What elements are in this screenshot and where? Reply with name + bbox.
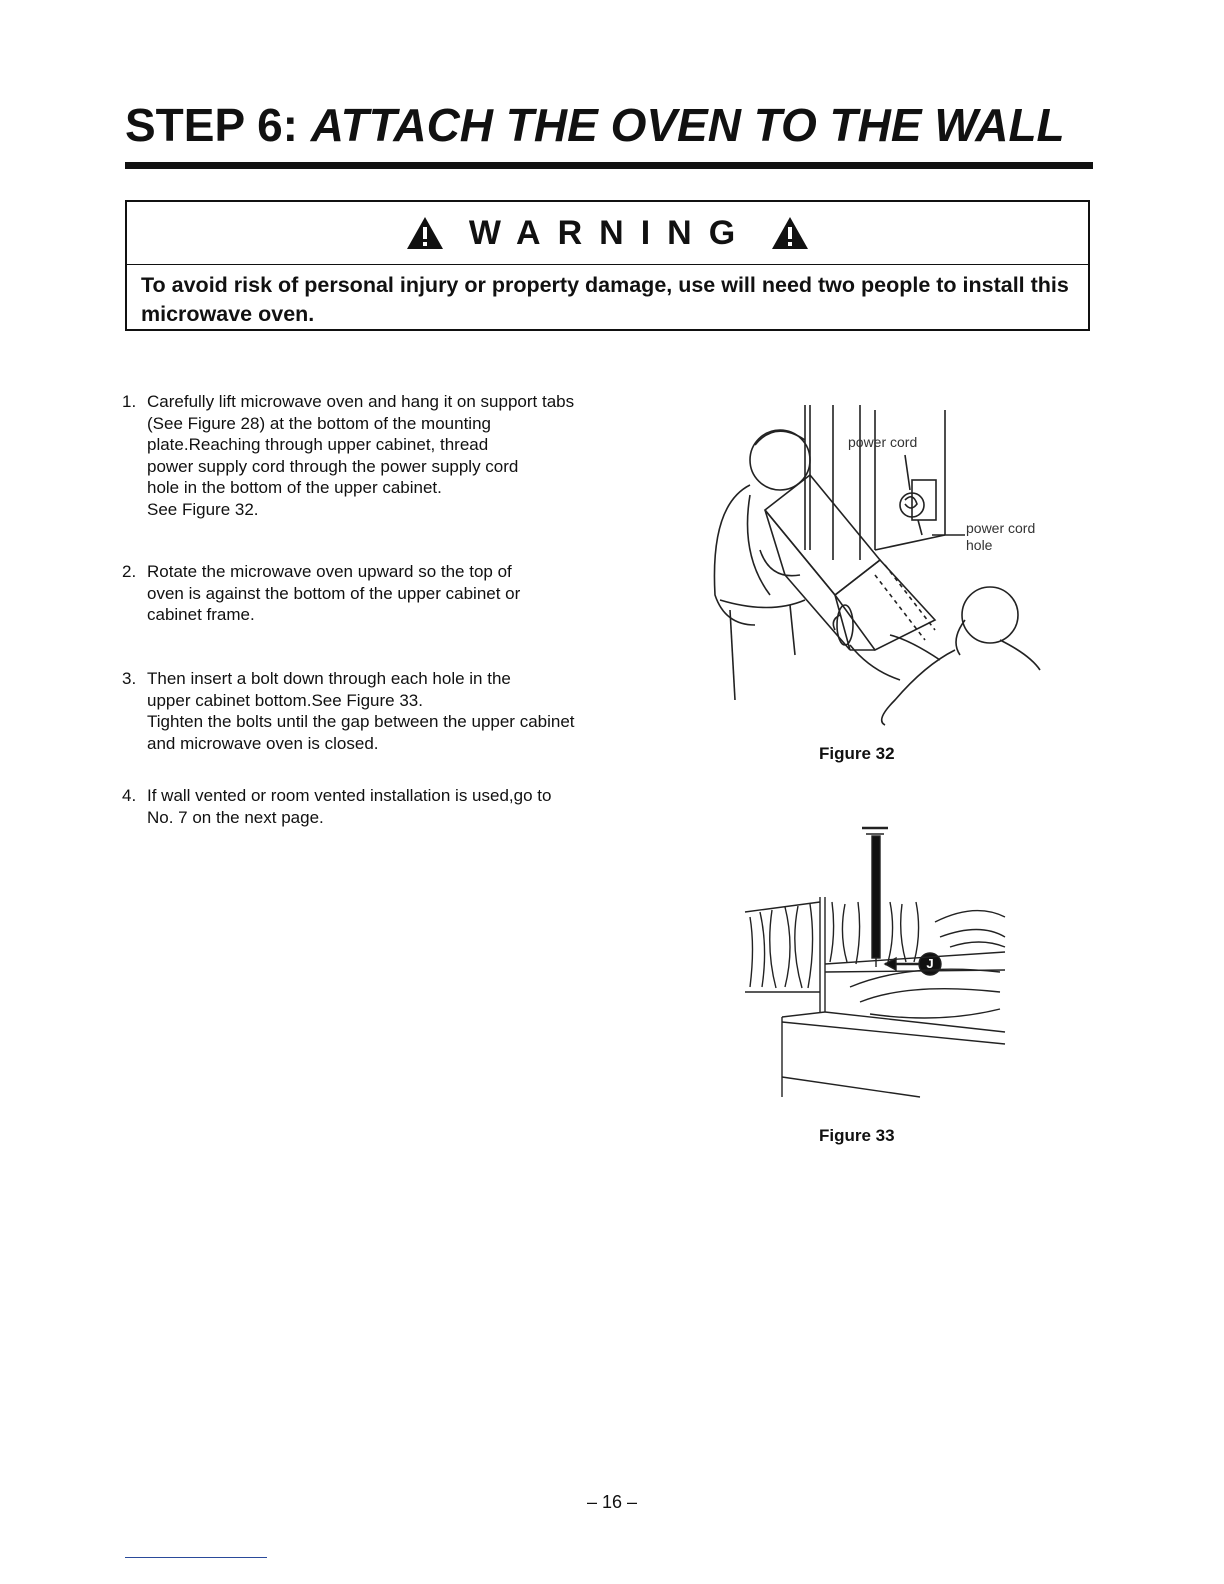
warning-triangle-icon — [770, 215, 810, 251]
warning-text: To avoid risk of personal injury or property damage, use will need two people to install this microwave oven. — [141, 273, 1069, 326]
step-item — [122, 668, 575, 754]
callout-j: J — [926, 956, 934, 971]
step-number: 4. — [122, 786, 137, 805]
page-number: – 16 – — [586, 1492, 638, 1512]
figure-33-illustration — [740, 822, 1015, 1102]
step-text: Then insert a bolt down through each hole in the upper cabinet bottom.See Figure 33. Tighten the bolts until the gap between the upper cabinet and microwave oven is closed. — [147, 669, 575, 753]
warning-box — [125, 200, 1090, 331]
step-item — [122, 785, 551, 828]
title-rule — [125, 162, 1093, 169]
page-title — [125, 98, 1065, 152]
step-item — [122, 391, 574, 520]
step-item — [122, 561, 520, 626]
step-number: 3. — [122, 669, 137, 688]
page-title-prefix: STEP 6: — [125, 99, 311, 151]
warning-triangle-icon — [405, 215, 445, 251]
step-text: Carefully lift microwave oven and hang it on support tabs (See Figure 28) at the bottom of the mounting plate.Reaching through upper cabinet, thread power supply cord through the power supply cord hole in the bottom of the upper cabinet. See Figure 32. — [147, 392, 575, 519]
warning-header — [127, 202, 1088, 265]
step-number: 2. — [122, 562, 137, 581]
step-number: 1. — [122, 392, 137, 411]
power-cord-hole-label: power cord hole — [966, 520, 1036, 553]
power-cord-label: power cord — [848, 434, 918, 450]
step-text: Rotate the microwave oven upward so the top of oven is against the bottom of the upper cabinet or cabinet frame. — [147, 562, 521, 624]
figure-32-caption: Figure 32 — [819, 744, 895, 763]
page-title-emphasis: ATTACH THE OVEN TO THE WALL — [310, 99, 1065, 151]
footer-rule — [125, 1557, 267, 1558]
step-text: If wall vented or room vented installation is used,go to No. 7 on the next page. — [147, 786, 552, 827]
warning-heading: WARNING — [468, 213, 753, 252]
figure-33-caption: Figure 33 — [819, 1126, 895, 1145]
